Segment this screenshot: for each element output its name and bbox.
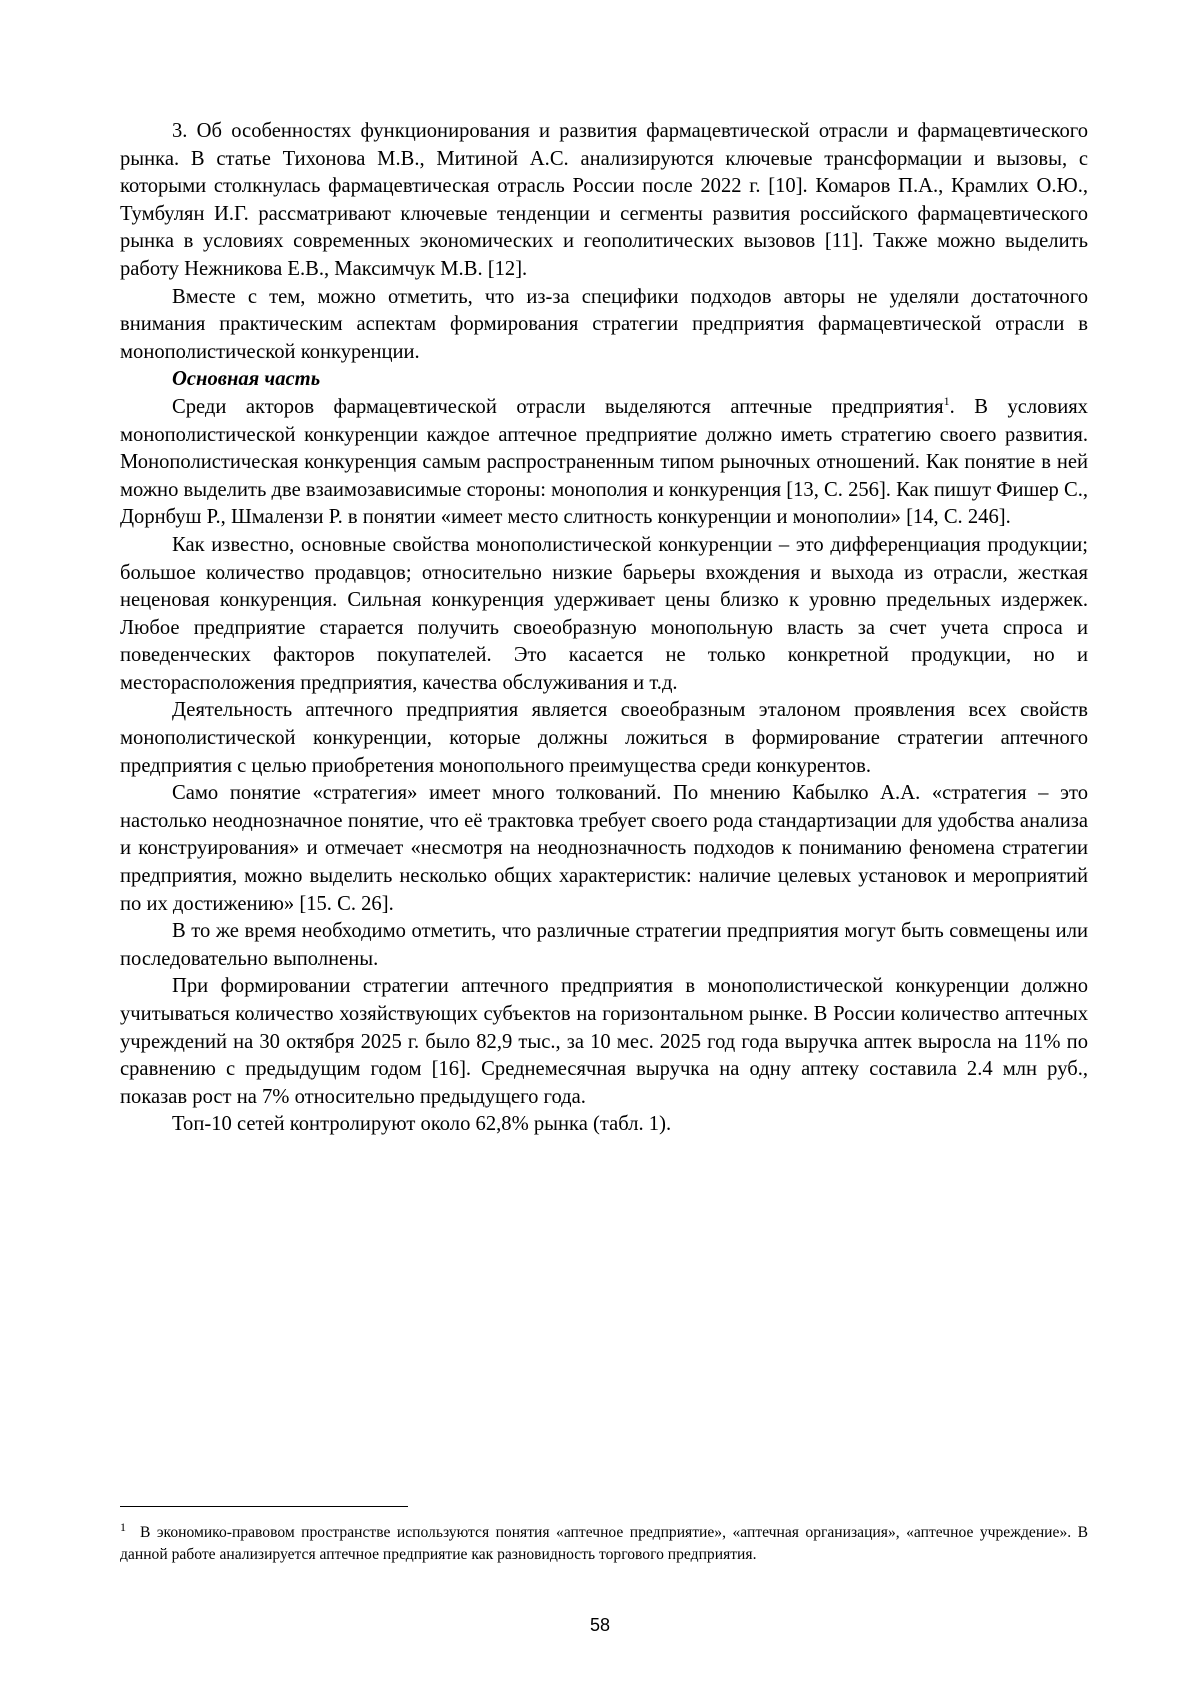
page-number: 58 — [589, 1615, 611, 1635]
paragraph-1: 3. Об особенностях функционирования и развития фармацевтической отрасли и фармацевтического рынка. В статье Тихонова М.В., Митиной А.С. анализируются ключевые трансформации и вызовы, с которыми столкнулась фармацевтическая отрасль России после 2022 г. [10]. Комаров П.А., Крамлих О.Ю., Тумбулян И.Г. рассматривают ключевые тенденции и сегменты развития российского фармацевтического рынка в условиях современных экономических и геополитических вызовов [11]. Также можно выделить работу Нежникова Е.В., Максимчук М.В. [12]. — [120, 120, 1088, 280]
paragraph-6: Само понятие «стратегия» имеет много толкований. По мнению Кабылко А.А. «стратегия – это настолько неоднозначное понятие, что её трактовка требует своего рода стандартизации для удобства анализа и конструирования» и отмечает «несмотря на неоднозначность подходов к пониманию феномена стратегии предприятия, можно выделить несколько общих характеристик: наличие целевых установок и мероприятий по их достижению» [15. С. 26]. — [120, 782, 1088, 915]
paragraph-3 — [120, 394, 1088, 532]
footnote-text: В экономико-правовом пространстве используются понятия «аптечное предприятие», «аптечная организация», «аптечное учреждение». В данной работе анализируется аптечное предприятие как разновидность торгового предприятия. — [120, 1524, 1088, 1563]
paragraph-2: Вместе с тем, можно отметить, что из-за специфики подходов авторы не уделяли достаточного внимания практическим аспектам формирования стратегии предприятия фармацевтической отрасли в монополистической конкуренции. — [120, 285, 1088, 363]
footnote-divider — [120, 1506, 408, 1507]
section-heading: Основная часть — [172, 368, 321, 391]
footnote-mark: 1 — [120, 1519, 126, 1534]
paragraph-3-rest: . В условиях монополистической конкуренции каждое аптечное предприятие должно иметь стратегию своего развития. Монополистическая конкуренция самым распространенным типом рыночных отношений. Как понятие в ней можно выделить две взаимозависимые стороны: монополия и конкуренция [13, С. 256]. Как пишут Фишер С., Дорнбуш Р., Шмалензи Р. в понятии «имеет место слитность конкуренции и монополии» [14, С. 246]. — [120, 395, 1088, 529]
footnote — [120, 1519, 1088, 1566]
paragraph-3-main: Среди акторов фармацевтической отрасли выделяются аптечные предприятия — [172, 395, 944, 418]
paragraph-4: Как известно, основные свойства монополистической конкуренции – это дифференциация продукции; большое количество продавцов; относительно низкие барьеры вхождения и выхода из отрасли, жесткая неценовая конкуренция. Сильная конкуренция удерживает цены близко к уровню предельных издержек. Любое предприятие старается получить своеобразную монопольную власть за счет учета спроса и поведенческих факторов покупателей. Это касается не только конкретной продукции, но и месторасположения предприятия, качества обслуживания и т.д. — [120, 533, 1088, 694]
paragraph-9: Топ-10 сетей контролируют около 62,8% рынка (табл. 1). — [172, 1113, 672, 1136]
paragraph-7: В то же время необходимо отметить, что различные стратегии предприятия могут быть совмещены или последовательно выполнены. — [120, 920, 1088, 970]
paragraph-8: При формировании стратегии аптечного предприятия в монополистической конкуренции должно учитываться количество хозяйствующих субъектов на горизонтальном рынке. В России количество аптечных учреждений на 30 октября 2025 г. было 82,9 тыс., за 10 мес. 2025 год года выручка аптек выросла на 11% по сравнению с предыдущим годом [16]. Среднемесячная выручка на одну аптеку составила 2.4 млн руб., показав рост на 7% относительно предыдущего года. — [120, 975, 1088, 1108]
footnote-reference: 1 — [943, 394, 950, 409]
paragraph-5: Деятельность аптечного предприятия является своеобразным эталоном проявления всех свойств монополистической конкуренции, которые должны ложиться в формирование стратегии аптечного предприятия с целью приобретения монопольного преимущества среди конкурентов. — [120, 699, 1088, 777]
footnote-paragraph — [120, 1519, 1088, 1566]
body-text — [120, 118, 1088, 1139]
